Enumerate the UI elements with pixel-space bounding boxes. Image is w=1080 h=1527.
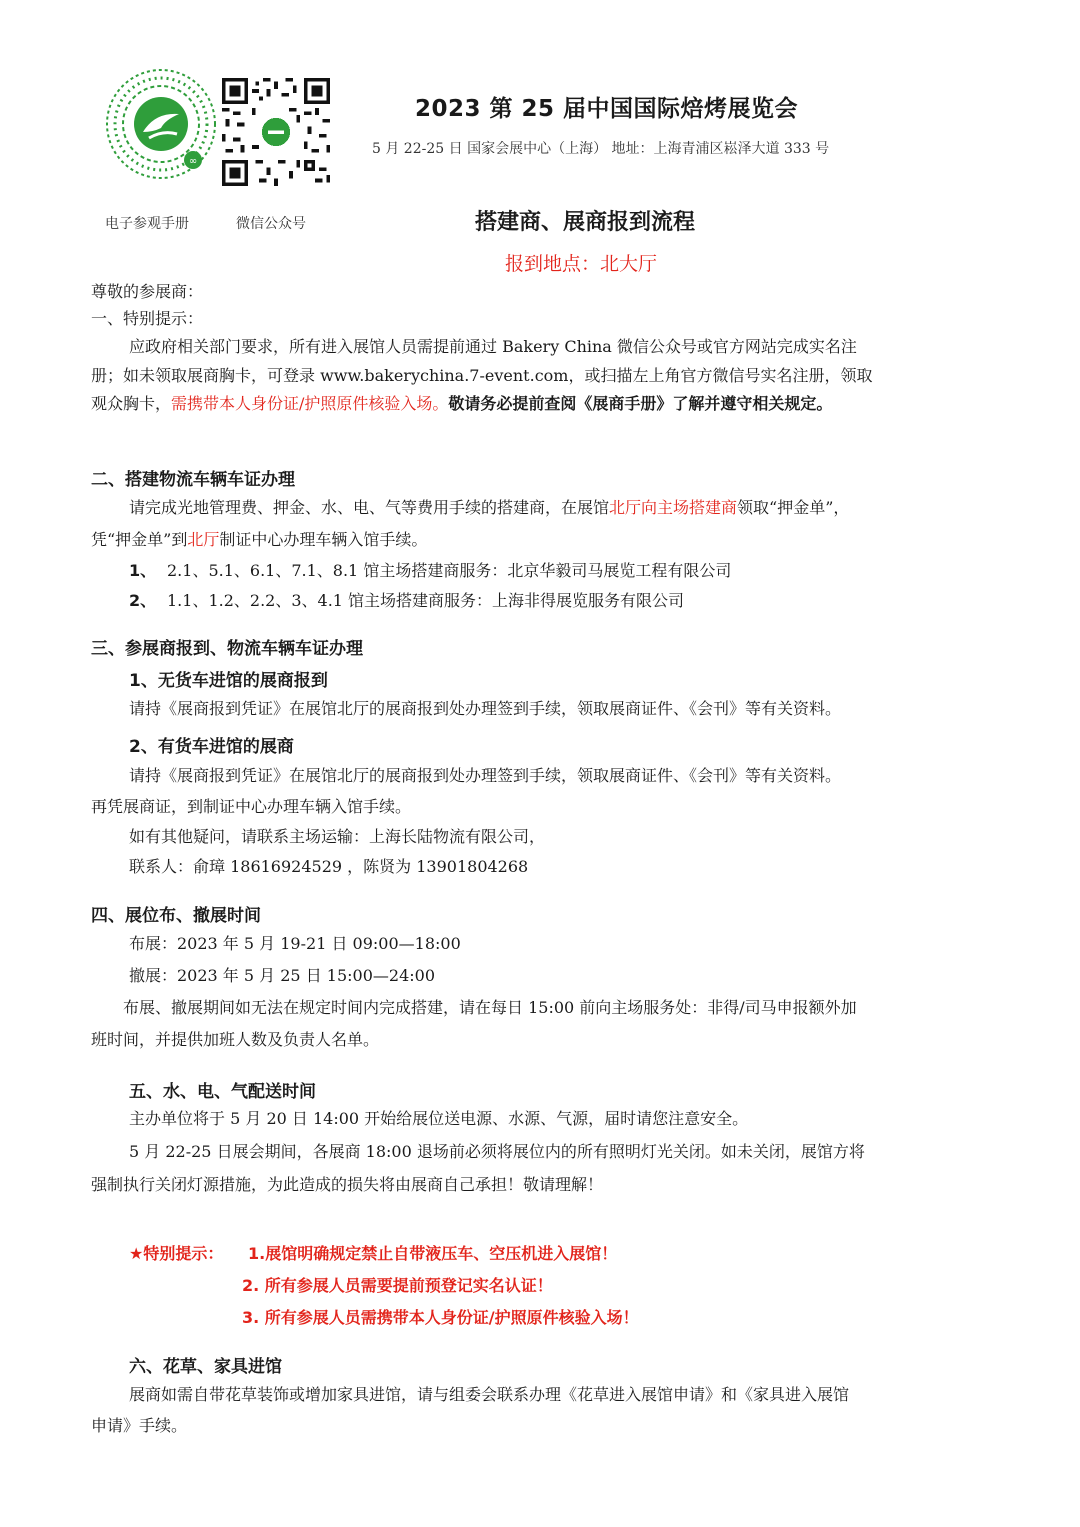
special-notice-2: 2. 所有参展人员需要提前预登记实名认证！ [242,1276,553,1295]
svg-text:∞: ∞ [188,156,198,167]
special-notice-3: 3. 所有参展人员需携带本人身份证/护照原件核验入场！ [242,1308,639,1327]
section1-text: 观众胸卡， [91,394,172,413]
section2-line2 [91,530,427,549]
section6-line1: 展商如需自带花草装饰或增加家具进馆，请与组委会联系办理《花草进入展馆申请》和《家具进入展馆 [129,1385,850,1404]
item-text: 1.1、1.2、2.2、3、4.1 馆主场搭建商服务：上海非得展览服务有限公司 [167,591,685,610]
section5-line2: 5 月 22-25 日展会期间，各展商 18:00 退场前必须将展位内的所有照明灯光关闭。如未关闭，展馆方将 [129,1142,865,1161]
section4-paragraph-line1: 布展、撤展期间如无法在规定时间内完成搭建，请在每日 15:00 前向主场服务处：非得/司马申报额外加 [123,998,857,1017]
special-notice-1: 1.展馆明确规定禁止自带液压车、空压机进入展馆！ [248,1244,618,1263]
manual-reminder: 敬请务必提前查阅《展商手册》了解并遵守相关规定。 [448,394,833,413]
contractor-item-2 [129,591,684,610]
setup-time: 布展：2023 年 5 月 19-21 日 09:00—18:00 [129,934,461,953]
section1-paragraph-line2: 册；如未领取展商胸卡，可登录 www.bakerychina.7-event.com，或扫描左上角官方微信号实名注册，领取 [91,366,873,385]
section2-line1 [129,498,849,517]
section1-title: 一、特别提示： [91,309,204,328]
greeting: 尊敬的参展商： [91,282,204,301]
item-number: 2、 [129,591,157,610]
section3-subtitle-1: 1、无货车进馆的展商报到 [129,671,328,691]
section2-text: 制证中心办理车辆入馆手续。 [219,530,428,549]
item-text: 2.1、5.1、6.1、7.1、8.1 馆主场搭建商服务：北京华毅司马展览工程有限公司 [167,561,732,580]
transport-contact-people: 联系人：俞璋 18616924529 ，陈贤为 13901804268 [129,857,529,876]
section2-text: 请完成光地管理费、押金、水、电、气等费用手续的搭建商，在展馆 [129,498,610,517]
exhibition-title: 2023 第 25 届中国国际焙烤展览会 [415,96,799,122]
page-title: 搭建商、展商报到流程 [475,210,696,235]
qr-label-mini-program: 电子参观手册 [105,216,189,232]
section3-sub1-text: 请持《展商报到凭证》在展馆北厅的展商报到处办理签到手续，领取展商证件、《会刊》等有关资料。 [129,699,842,718]
section6-line2: 申请》手续。 [91,1416,188,1435]
contractor-item-1 [129,561,731,580]
section2-text: 领取“押金单”， [737,498,850,517]
section1-paragraph-line3 [91,394,832,413]
mini-program-qr-code[interactable] [105,68,217,180]
qr-label-wechat: 微信公众号 [236,216,306,232]
north-hall-contractor-highlight: 北厅向主场搭建商 [609,498,738,517]
section2-title: 二、搭建物流车辆车证办理 [91,470,295,490]
section4-title: 四、展位布、撤展时间 [91,906,261,926]
section3-subtitle-2: 2、有货车进馆的展商 [129,737,294,757]
exhibition-date-venue: 5 月 22-25 日 国家会展中心（上海） 地址：上海青浦区崧泽大道 333 号 [372,141,830,157]
section2-text: 凭“押金单”到 [91,530,188,549]
teardown-time: 撤展：2023 年 5 月 25 日 15:00—24:00 [129,966,435,985]
transport-contact-company: 如有其他疑问，请联系主场运输：上海长陆物流有限公司， [129,827,546,846]
item-number: 1、 [129,561,157,580]
id-requirement-notice: 需携带本人身份证/护照原件核验入场。 [171,394,449,413]
section5-line1: 主办单位将于 5 月 20 日 14:00 开始给展位送电源、水源、气源，届时请您注意安全。 [129,1109,749,1128]
section4-paragraph-line2: 班时间，并提供加班人数及负责人名单。 [91,1030,380,1049]
section1-paragraph-line1: 应政府相关部门要求，所有进入展馆人员需提前通过 Bakery China 微信公众号或官方网站完成实名注 [129,337,857,356]
section5-title: 五、水、电、气配送时间 [129,1082,316,1102]
section3-sub2-line1: 请持《展商报到凭证》在展馆北厅的展商报到处办理签到手续，领取展商证件、《会刊》等有关资料。 [129,766,842,785]
registration-location: 报到地点：北大厅 [505,253,658,275]
section3-sub2-line2: 再凭展商证，到制证中心办理车辆入馆手续。 [91,797,412,816]
section6-title: 六、花草、家具进馆 [129,1357,282,1377]
section3-title: 三、参展商报到、物流车辆车证办理 [91,639,363,659]
north-hall-highlight: 北厅 [187,530,220,549]
special-notice-label: ★特别提示： [129,1244,224,1263]
wechat-official-account-qr-code[interactable] [222,78,330,186]
section5-line3: 强制执行关闭灯源措施，为此造成的损失将由展商自己承担！敬请理解！ [91,1175,604,1194]
